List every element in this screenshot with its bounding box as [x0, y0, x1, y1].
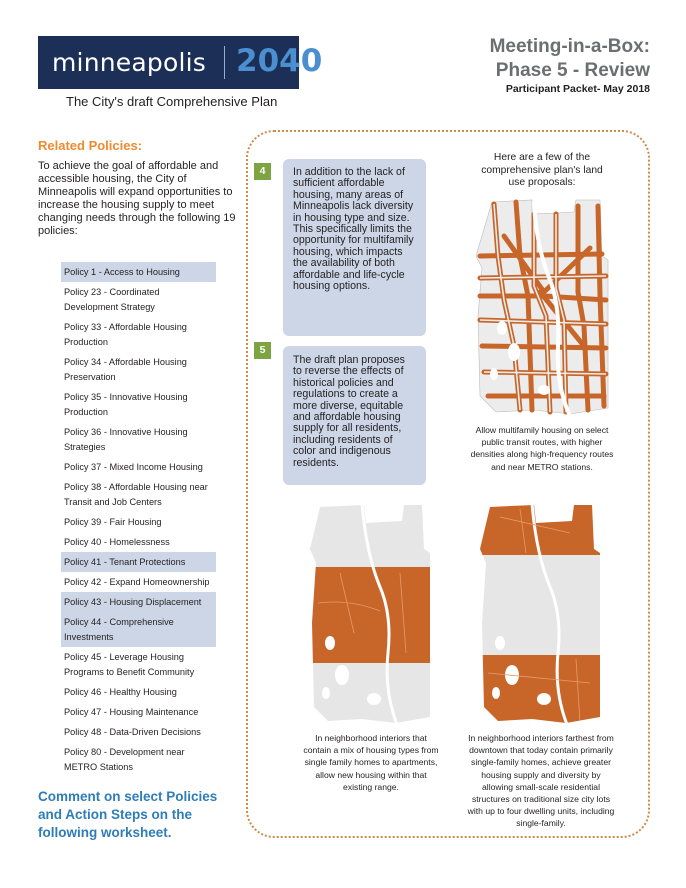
page-subtitle: Participant Packet- May 2018: [505, 83, 650, 95]
comment-instruction: Comment on select Policies and Action Steps on the following worksheet.: [38, 789, 218, 840]
logo-year: 2040: [236, 43, 323, 79]
logo-word: minneapolis: [52, 48, 206, 77]
policy-item: Policy 34 - Affordable Housing Preservation: [64, 357, 187, 382]
policy-item: Policy 48 - Data-Driven Decisions: [64, 727, 201, 737]
maps-intro: Here are a few of the comprehensive plan's land use proposals:: [481, 152, 603, 188]
policy-item: Policy 80 - Development near METRO Stations: [64, 747, 185, 772]
policy-item: Policy 45 - Leverage Housing Programs to Benefit Community: [64, 652, 195, 677]
policy-item: Policy 46 - Healthy Housing: [64, 687, 177, 697]
map-caption-mixed-housing: In neighborhood interiors that contain a mix of housing types from single family homes to apartments, allow new housing within that existing range.: [303, 733, 439, 792]
related-policies-heading: Related Policies:: [38, 138, 143, 153]
policy-item: Policy 35 - Innovative Housing Production: [64, 392, 188, 417]
related-policies-intro: To achieve the goal of affordable and accessible housing, the City of Minneapolis will expand opportunities to increase the housing supply to meet changing needs through the following 19 policies:: [38, 160, 236, 237]
map-caption-small-scale: In neighborhood interiors farthest from downtown that today contain primarily single-family homes, achieve greater housing supply and diversity by allowing small-scale residential structures on traditional size city lots with up to four dwelling units, including single-family.: [467, 733, 615, 829]
policy-item: Policy 37 - Mixed Income Housing: [64, 462, 203, 472]
policy-item: Policy 43 - Housing Displacement: [61, 592, 216, 612]
callout-number-4: 4: [254, 163, 271, 180]
policy-item: Policy 47 - Housing Maintenance: [64, 707, 199, 717]
policy-list: [61, 262, 216, 777]
policy-item: Policy 42 - Expand Homeownership: [64, 577, 210, 587]
callout-5: The draft plan proposes to reverse the effects of historical policies and regulations to create a more diverse, equitable and affordable housing supply for all residents, including residents of color and indigenous residents.: [283, 346, 426, 485]
policy-item: Policy 36 - Innovative Housing Strategies: [64, 427, 188, 452]
policy-item: Policy 33 - Affordable Housing Production: [64, 322, 187, 347]
transit-corridor-map: [474, 196, 610, 420]
interior-small-scale-map: [480, 503, 602, 727]
policy-item: Policy 39 - Fair Housing: [64, 517, 162, 527]
interior-mixed-housing-map: [310, 503, 432, 727]
logo-divider: [224, 46, 225, 79]
minneapolis-2040-logo: [38, 36, 323, 89]
policy-item: Policy 40 - Homelessness: [64, 537, 170, 547]
policy-item: Policy 41 - Tenant Protections: [61, 552, 216, 572]
callout-number-5: 5: [254, 342, 271, 359]
tagline: The City's draft Comprehensive Plan: [66, 94, 278, 109]
policy-item: Policy 44 - Comprehensive Investments: [61, 612, 216, 647]
policy-item: Policy 1 - Access to Housing: [61, 262, 216, 282]
callout-4: In addition to the lack of sufficient affordable housing, many areas of Minneapolis lack diversity in housing type and size. This specifically limits the opportunity for multifamily housing, which impacts the availability of both affordable and life-cycle housing options.: [283, 159, 426, 336]
page-title-line2: Phase 5 - Review: [495, 60, 650, 81]
policy-item: Policy 23 - Coordinated Development Strategy: [64, 287, 160, 312]
policy-item: Policy 38 - Affordable Housing near Transit and Job Centers: [64, 482, 208, 507]
page-title-line1: Meeting-in-a-Box:: [489, 36, 650, 57]
map-caption-transit: Allow multifamily housing on select public transit routes, with higher densities along high-frequency routes and near METRO stations.: [470, 425, 614, 472]
